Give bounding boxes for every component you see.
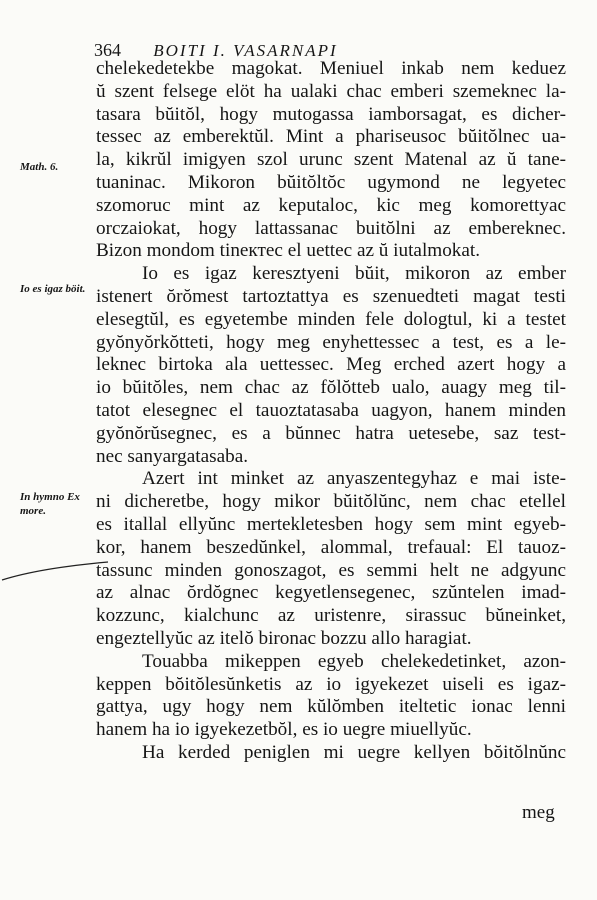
text-line: orczaiokat, hogy lattassanac buitŏlni az embereknec. bbox=[96, 217, 566, 239]
text-line: chelekedetekbe magokat. Meniuel inkab nem keduez bbox=[96, 58, 566, 79]
text-line: es itallal ellyŭnc mertekletesben hogy sem mint egyeb- bbox=[96, 513, 566, 535]
pen-stroke-mark bbox=[0, 560, 110, 582]
margin-note-io-es-igaz: Io es igaz böit. bbox=[20, 283, 86, 295]
paragraph-start-line: Ha kerded peniglen mi uegre kellyen bŏitŏlnŭnc bbox=[142, 741, 566, 763]
text-line: tatot elesegnec el tauoztatasaba uagyon, hanem minden bbox=[96, 399, 566, 421]
text-line: engeztellyŭc az itelŏ bironac bozzu allo haragiat. bbox=[96, 627, 472, 649]
paragraph-start-line: Touabba mikeppen egyeb chelekedetinket, azon- bbox=[142, 650, 566, 672]
margin-note-in-hymno: In hymno Ex more. bbox=[20, 491, 80, 517]
text-line: keppen bŏitŏlesŭnketis az io igyekezet uiseli es igaz- bbox=[96, 673, 566, 695]
text-line: kor, hanem beszedŭnkel, alommal, trefaual: El tauoz- bbox=[96, 536, 566, 558]
running-title: BOITI I. VASARNAPI bbox=[153, 41, 338, 60]
paragraph-start-line: Azert int minket az anyaszentegyhaz e mai iste- bbox=[142, 468, 566, 490]
text-line: elesegtŭl, es egyetembe minden fele dologtul, ki a testet bbox=[96, 308, 566, 330]
text-line: io bŭitŏles, nem chac az fŏlŏtteb ualo, auagy meg til- bbox=[96, 377, 566, 399]
text-line: gyŏnyŏrkŏtteti, hogy meg enyhettessec a test, es a le- bbox=[96, 331, 566, 353]
text-line: szomoruc mint az keputaloc, kic meg komorettyac bbox=[96, 194, 566, 216]
text-line: ni dicheretbe, hogy mikor bŭitŏlŭnc, nem chac etellel bbox=[96, 491, 566, 513]
text-line: istenert ŏrŏmest tartoztattya es szenuedteti magat testi bbox=[96, 285, 566, 307]
text-line: tessec az emberektŭl. Mint a phariseusoc bŭitŏlnec ua- bbox=[96, 126, 566, 148]
text-line: la, kikrŭl imigyen szol urunc szent Matenal az ŭ tane- bbox=[96, 149, 566, 171]
text-line: tuaninac. Mikoron bŭitŏltŏc ugymond ne legyetec bbox=[96, 171, 566, 193]
text-line: nec sanyargatasaba. bbox=[96, 445, 249, 467]
text-line: gattya, ugy hogy nem kŭlŏmben iteltetic ionac lenni bbox=[96, 696, 566, 718]
page-number: 364 bbox=[94, 40, 121, 60]
page-body-text bbox=[96, 58, 566, 765]
text-line: az alnac ŏrdŏgnec kegyetlensegenec, szŭntelen imad- bbox=[96, 582, 566, 604]
paragraph-start-line: Io es igaz keresztyeni bŭit, mikoron az ember bbox=[142, 263, 566, 285]
text-line: gyŏnŏrŭsegnec, es a bŭnnec hatra uetesebe, saz test- bbox=[96, 422, 566, 444]
margin-note-math: Math. 6. bbox=[20, 161, 59, 173]
text-line: leknec birtoka ala uettessec. Meg erched azert hogy a bbox=[96, 354, 566, 376]
text-line: Bizon mondom tineктec el uettec az ŭ iutalmokat. bbox=[96, 240, 481, 262]
catchword: meg bbox=[522, 802, 555, 823]
text-line: kozzunc, kialchunc az uristenre, sirassuc bŭneinket, bbox=[96, 605, 566, 627]
text-line: tasara bŭitŏl, hogy mutogassa iamborsagat, es dicher- bbox=[96, 103, 566, 125]
text-line: hanem ha io igyekezetbŏl, es io uegre miuellyŭc. bbox=[96, 719, 472, 741]
text-line: tassunc minden gonoszagot, es semmi helt ne adgyunc bbox=[96, 559, 566, 581]
text-line: ŭ szent felsege elöt ha ualaki chac emberi szemeknec la- bbox=[96, 80, 566, 102]
